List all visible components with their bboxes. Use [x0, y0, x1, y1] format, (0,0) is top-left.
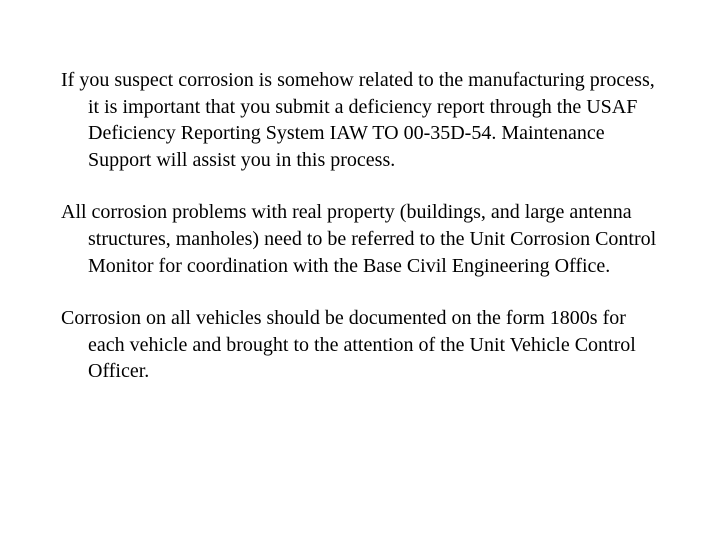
- paragraph-real-property: All corrosion problems with real property (buildings, and large antenna structures, manholes) need to be referred to the Unit Corrosion Control Monitor for coordination with the Base Civil Engineering Office.: [61, 201, 657, 277]
- paragraph-vehicles: Corrosion on all vehicles should be documented on the form 1800s for each vehicle and brought to the attention of the Unit Vehicle Control Officer.: [61, 307, 636, 383]
- slide-body: [61, 67, 661, 385]
- paragraph-deficiency-report: If you suspect corrosion is somehow related to the manufacturing process, it is important that you submit a deficiency report through the USAF Deficiency Reporting System IAW TO 00-35D-54. Maintenance Support will assist you in this process.: [61, 69, 655, 171]
